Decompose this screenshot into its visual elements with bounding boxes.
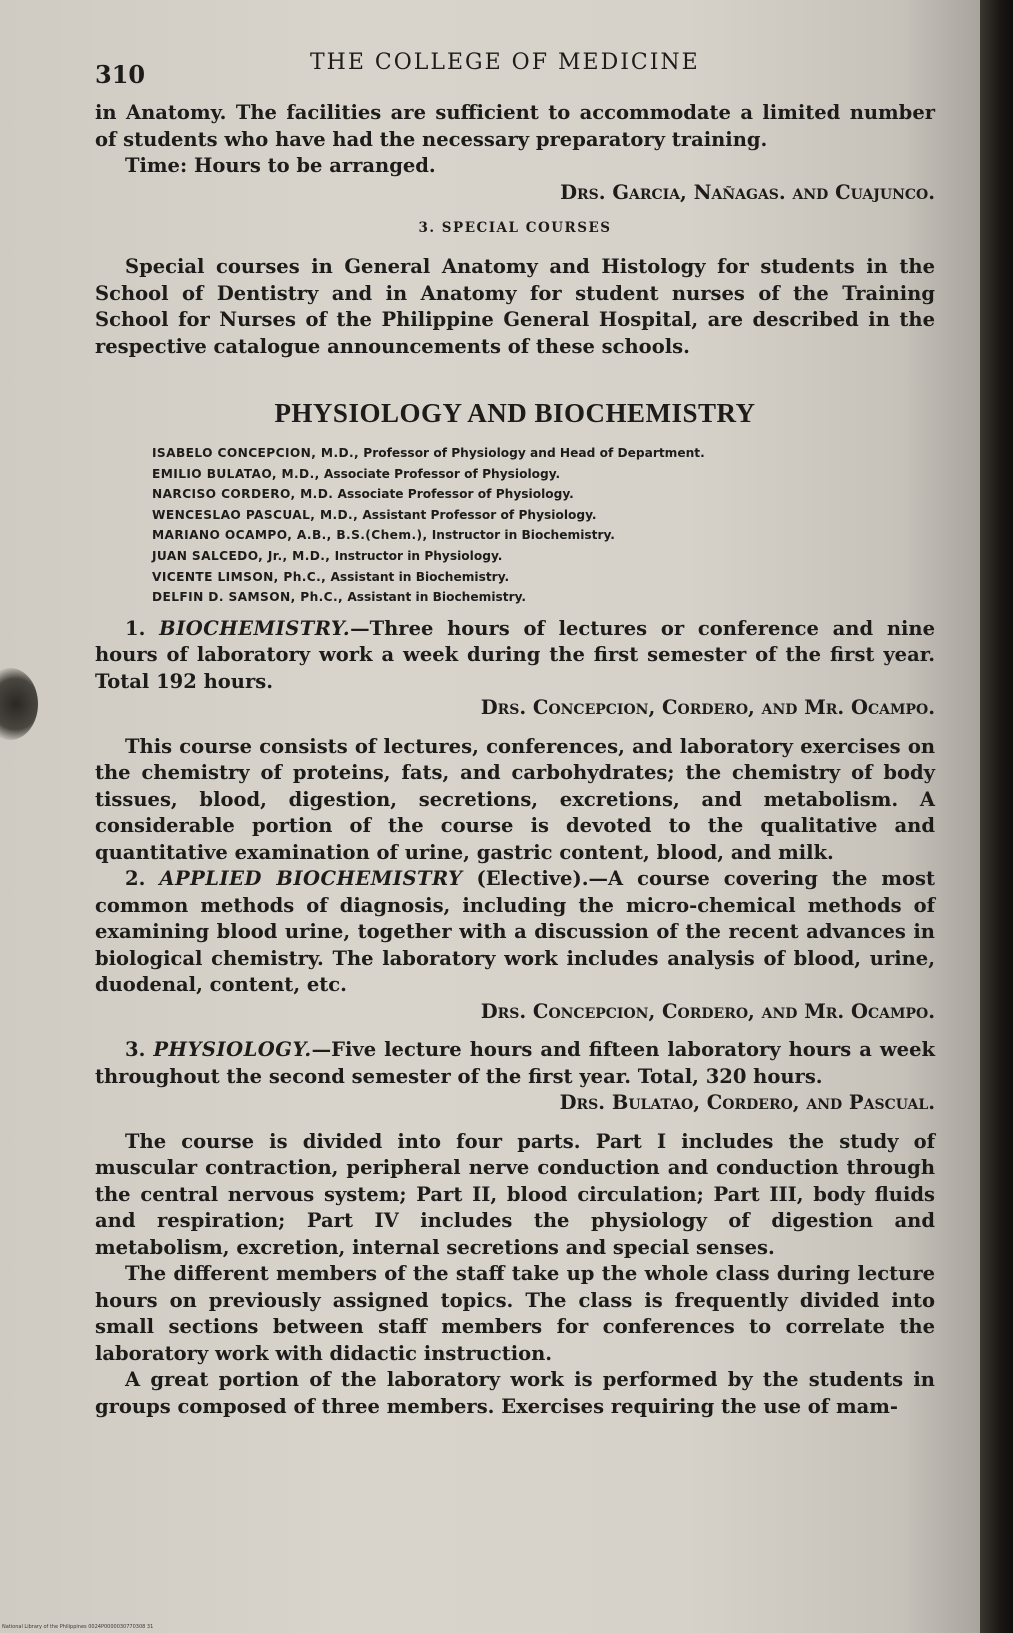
staff-list — [152, 443, 935, 608]
staff-member: MARIANO OCAMPO, A.B., B.S.(Chem.), Instructor in Biochemistry. — [152, 528, 615, 543]
course-paragraph: A great portion of the laboratory work is performed by the students in groups composed of three members. Exercises requiring the use of mam- — [95, 1368, 935, 1418]
running-head: THE COLLEGE OF MEDICINE — [310, 50, 700, 75]
special-courses-heading: 3. SPECIAL COURSES — [418, 220, 612, 236]
staff-member: WENCESLAO PASCUAL, M.D., Assistant Professor of Physiology. — [152, 507, 597, 522]
scan-credit: National Library of the Philippines 0024P0000030770308 31 — [2, 1624, 154, 1630]
thumb-shadow — [0, 668, 38, 740]
anatomy-instructors: Drs. Garcia, Nañagas. and Cuajunco. — [560, 180, 935, 204]
staff-member: EMILIO BULATAO, M.D., Associate Professor of Physiology. — [152, 466, 561, 481]
section-title: PHYSIOLOGY AND BIOCHEMISTRY — [274, 398, 756, 428]
course-instructors: Drs. Concepcion, Cordero, and Mr. Ocampo. — [480, 999, 935, 1023]
course-instructors: Drs. Concepcion, Cordero, and Mr. Ocampo. — [480, 696, 935, 720]
staff-member: NARCISO CORDERO, M.D. Associate Professor of Physiology. — [152, 487, 574, 502]
course-title: BIOCHEMISTRY. — [159, 616, 351, 640]
course-physiology: 3. PHYSIOLOGY.—Five lecture hours and fifteen laboratory hours a week throughout the second semester of the first year. Total, 320 hours. — [95, 1038, 936, 1088]
staff-member: JUAN SALCEDO, Jr., M.D., Instructor in Physiology. — [152, 548, 503, 563]
course-paragraph: The course is divided into four parts. Part I includes the study of muscular contraction, peripheral nerve conduction and conduction through the central nervous system; Part II, blood circulation; Part III, body fluids and respiration; Part IV includes the physiology of digestion and metabolism, excretion, internal secretions and special senses. — [95, 1129, 935, 1259]
course-title: APPLIED BIOCHEMISTRY — [159, 867, 463, 891]
course-paragraph: The different members of the staff take up the whole class during lecture hours on previously assigned topics. The class is frequently divided into small sections between staff members for conferences to correlate the laboratory work with didactic instruction. — [95, 1262, 935, 1365]
course-title: PHYSIOLOGY. — [153, 1038, 312, 1062]
course-applied-biochemistry: 2. APPLIED BIOCHEMISTRY (Elective).—A course covering the most common methods of diagnosis, including the micro-chemical methods of examining blood urine, together with a discussion of the recent advances in biological chemistry. The laboratory work includes analysis of blood, urine, duodenal, content, etc. — [95, 867, 935, 997]
page-header — [95, 48, 935, 100]
staff-member: DELFIN D. SAMSON, Ph.C., Assistant in Biochemistry. — [152, 590, 527, 605]
staff-member: ISABELO CONCEPCION, M.D., Professor of Physiology and Head of Department. — [152, 446, 705, 460]
course-description: This course consists of lectures, conferences, and laboratory exercises on the chemistry of proteins, fats, and carbohydrates; the chemistry of body tissues, blood, digestion, secretions, excretions, and metabolism. A considerable portion of the course is devoted to the qualitative and quantitative examination of urine, gastric content, blood, and milk. — [95, 734, 935, 864]
anatomy-continuation: in Anatomy. The facilities are sufficient to accommodate a limited number of students who have had the necessary preparatory training. — [95, 101, 935, 151]
course-biochemistry: 1. BIOCHEMISTRY.—Three hours of lectures or conference and nine hours of laboratory work a week during the first semester of the first year. Total 192 hours. — [95, 616, 935, 693]
page-content — [95, 48, 935, 1420]
special-courses-text: Special courses in General Anatomy and Histology for students in the School of Dentistry and in Anatomy for student nurses of the Training School for Nurses of the Philippine General Hospital, are described in the respective catalogue announcements of these schools. — [95, 255, 935, 358]
book-spine — [980, 0, 1013, 1633]
page-number: 310 — [95, 60, 146, 89]
anatomy-time: Time: Hours to be arranged. — [125, 154, 436, 177]
staff-member: VICENTE LIMSON, Ph.C., Assistant in Biochemistry. — [152, 569, 510, 584]
course-instructors: Drs. Bulatao, Cordero, and Pascual. — [559, 1091, 935, 1115]
